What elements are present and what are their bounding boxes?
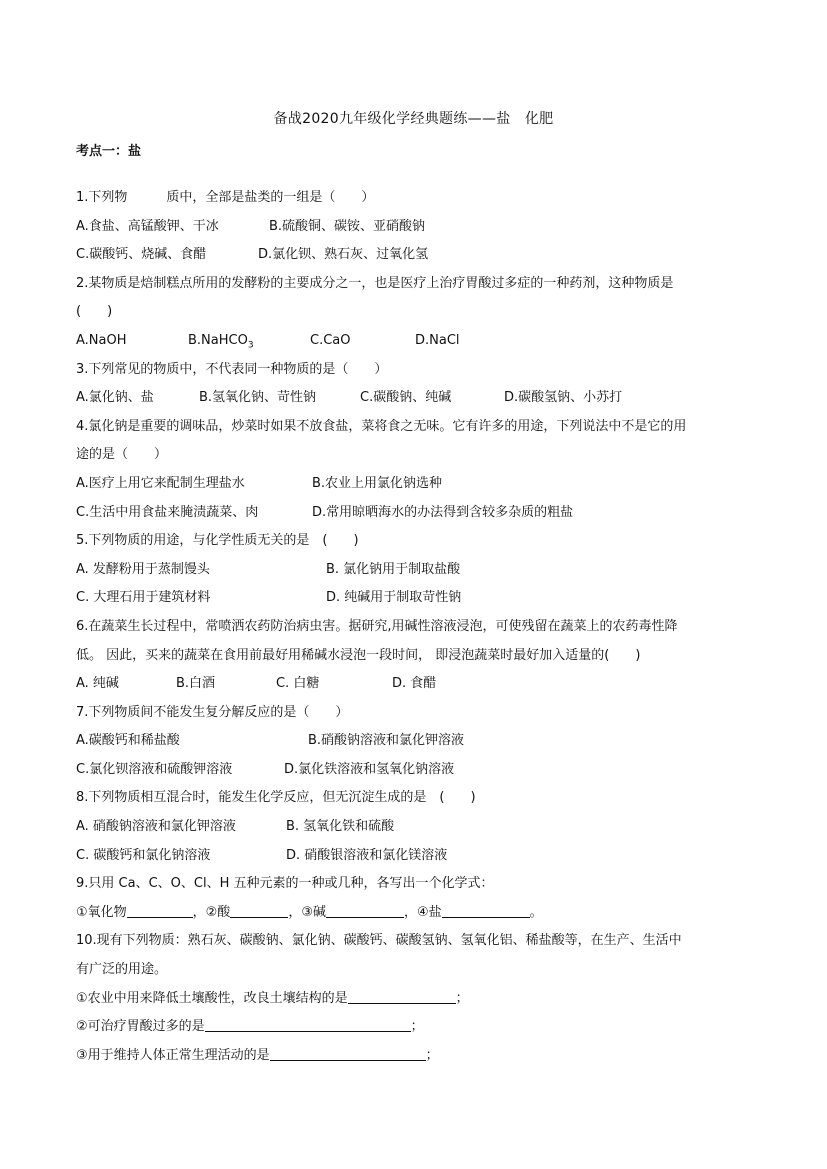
question-8-options-row-1 (76, 813, 756, 842)
section-heading: 考点一：盐 (76, 144, 142, 159)
question-8-options-row-2 (76, 842, 756, 871)
question-6-options-row (76, 670, 756, 699)
option-a: A. 纯碱 (76, 676, 119, 692)
option-c: C. 碳酸钙和氯化钠溶液 (76, 847, 211, 863)
line-end-period: 。 (529, 904, 543, 920)
option-b: B.农业上用氯化钠选种 (312, 475, 443, 491)
option-b: B. 氯化钠用于制取盐酸 (326, 561, 461, 577)
salt-label: ，④盐 (403, 904, 442, 920)
sub-question-2-text: ②可治疗胃酸过多的是 (76, 1019, 205, 1035)
option-d: D. 纯碱用于制取苛性钠 (326, 590, 462, 606)
question-2-stem-line-1: 2.某物质是焙制糕点所用的发酵粉的主要成分之一，也是医疗上治疗胃酸过多症的一种药剂，这种物质是 (76, 275, 674, 291)
option-d: D.NaCl (415, 332, 460, 348)
option-d: D. 硝酸银溶液和氯化镁溶液 (286, 847, 448, 863)
option-b: B.氢氧化钠、苛性钠 (199, 390, 317, 406)
sub-question-2-answer-blank[interactable] (205, 1017, 411, 1032)
option-b-formula: B.NaHCO (188, 332, 248, 348)
question-1-options-row-2 (76, 241, 756, 270)
question-5-stem: 5.下列物质的用途，与化学性质无关的是 ( ) (76, 533, 359, 549)
base-answer-blank[interactable] (326, 903, 404, 918)
question-4-stem-line-1: 4.氯化钠是重要的调味品，炒菜时如果不放食盐，菜将食之无味。它有许多的用途，下列说法中不是它的用 (76, 418, 687, 434)
question-1-options-row-1 (76, 213, 756, 242)
option-c: C.碳酸钙、烧碱、食醋 (76, 247, 207, 263)
sub-question-3-answer-blank[interactable] (270, 1046, 426, 1061)
option-d: D.碳酸氢钠、小苏打 (504, 390, 623, 406)
option-a: A.医疗上用它来配制生理盐水 (76, 475, 245, 491)
question-3-options-row (76, 384, 756, 413)
question-8-stem: 8.下列物质相互混合时，能发生化学反应，但无沉淀生成的是 ( ) (76, 790, 476, 806)
question-2-options-row (76, 327, 756, 356)
option-c: C. 大理石用于建筑材料 (76, 590, 211, 606)
document-title: 备战2020九年级化学经典题练——盐 化肥 (273, 111, 554, 127)
acid-label: ，②酸 (192, 904, 231, 920)
option-c: C.氯化钡溶液和硫酸钾溶液 (76, 761, 233, 777)
option-a: A.NaOH (76, 332, 127, 348)
question-4-options-row-1 (76, 470, 756, 499)
question-7-stem: 7.下列物质间不能发生复分解反应的是（ ） (76, 704, 349, 720)
option-a: A.碳酸钙和稀盐酸 (76, 733, 180, 749)
sub-question-1-end: ； (455, 990, 469, 1006)
option-c: C.生活中用食盐来腌渍蔬菜、肉 (76, 504, 259, 520)
question-1-stem: 1.下列物 质中，全部是盐类的一组是（ ） (76, 190, 375, 205)
sub-question-3-text: ③用于维持人体正常生理活动的是 (76, 1047, 270, 1063)
option-b: B.白酒 (176, 676, 216, 692)
option-c: C.碳酸钠、纯碱 (360, 390, 452, 406)
question-5-options-row-2 (76, 584, 756, 613)
oxide-answer-blank[interactable] (127, 903, 193, 918)
option-b: B.硫酸铜、碳铵、亚硝酸钠 (269, 218, 426, 234)
question-9-stem: 9.只用 Ca、C、O、Cl、H 五种元素的一种或几种，各写出一个化学式： (76, 876, 494, 892)
option-b: B.硝酸钠溶液和氯化钾溶液 (308, 733, 465, 749)
sub-question-2-end: ； (410, 1019, 424, 1035)
option-b-subscript: 3 (247, 340, 254, 351)
question-5-options-row-1 (76, 556, 756, 585)
option-a: A.食盐、高锰酸钾、干冰 (76, 218, 219, 234)
question-7-options-row-2 (76, 756, 756, 785)
oxide-label: ①氧化物 (76, 904, 127, 920)
option-d: D.氯化钡、熟石灰、过氧化氢 (258, 247, 429, 263)
option-a: A. 硝酸钠溶液和氯化钾溶液 (76, 819, 236, 835)
option-d: D.氯化铁溶液和氢氧化钠溶液 (284, 761, 455, 777)
sub-question-1-answer-blank[interactable] (348, 989, 456, 1004)
option-d: D.常用晾晒海水的办法得到含较多杂质的粗盐 (312, 504, 574, 520)
option-a: A. 发酵粉用于蒸制馒头 (76, 561, 210, 577)
option-d: D. 食醋 (392, 676, 437, 692)
question-10-sub-2 (76, 1013, 756, 1042)
question-10-stem-line-2: 有广泛的用途。 (76, 962, 168, 978)
option-b: B. 氢氧化铁和硫酸 (286, 819, 395, 835)
base-label: ，③碱 (288, 904, 326, 920)
sub-question-1-text: ①农业中用来降低土壤酸性，改良土壤结构的是 (76, 990, 348, 1006)
question-10-sub-3 (76, 1042, 756, 1071)
question-4-stem-line-2: 途的是（ ） (76, 447, 168, 463)
question-3-stem: 3.下列常见的物质中，不代表同一种物质的是（ ） (76, 361, 388, 377)
option-a: A.氯化钠、盐 (76, 390, 154, 406)
question-list (76, 184, 756, 1070)
question-10-stem-line-1: 10.现有下列物质：熟石灰、碳酸钠、氯化钠、碳酸钙、碳酸氢钠、氢氧化铝、稀盐酸等，在生产、生活中 (76, 933, 682, 949)
question-6-stem-line-2: 低。 因此，买来的蔬菜在食用前最好用稀碱水浸泡一段时间， 即浸泡蔬菜时最好加入适量的( ) (76, 647, 641, 663)
option-c: C. 白糖 (276, 676, 320, 692)
question-6-stem-line-1: 6.在蔬菜生长过程中，常喷洒农药防治病虫害。据研究,用碱性溶液浸泡，可使残留在蔬菜上的农药毒性降 (76, 618, 678, 634)
question-7-options-row-1 (76, 727, 756, 756)
question-4-options-row-2 (76, 499, 756, 528)
sub-question-3-end: ； (425, 1047, 439, 1063)
question-2-stem-line-2: ( ) (76, 304, 113, 320)
acid-answer-blank[interactable] (230, 903, 288, 918)
salt-answer-blank[interactable] (442, 903, 530, 918)
question-9-blanks-row (76, 899, 756, 928)
option-c: C.CaO (310, 332, 351, 348)
question-10-sub-1 (76, 985, 756, 1014)
